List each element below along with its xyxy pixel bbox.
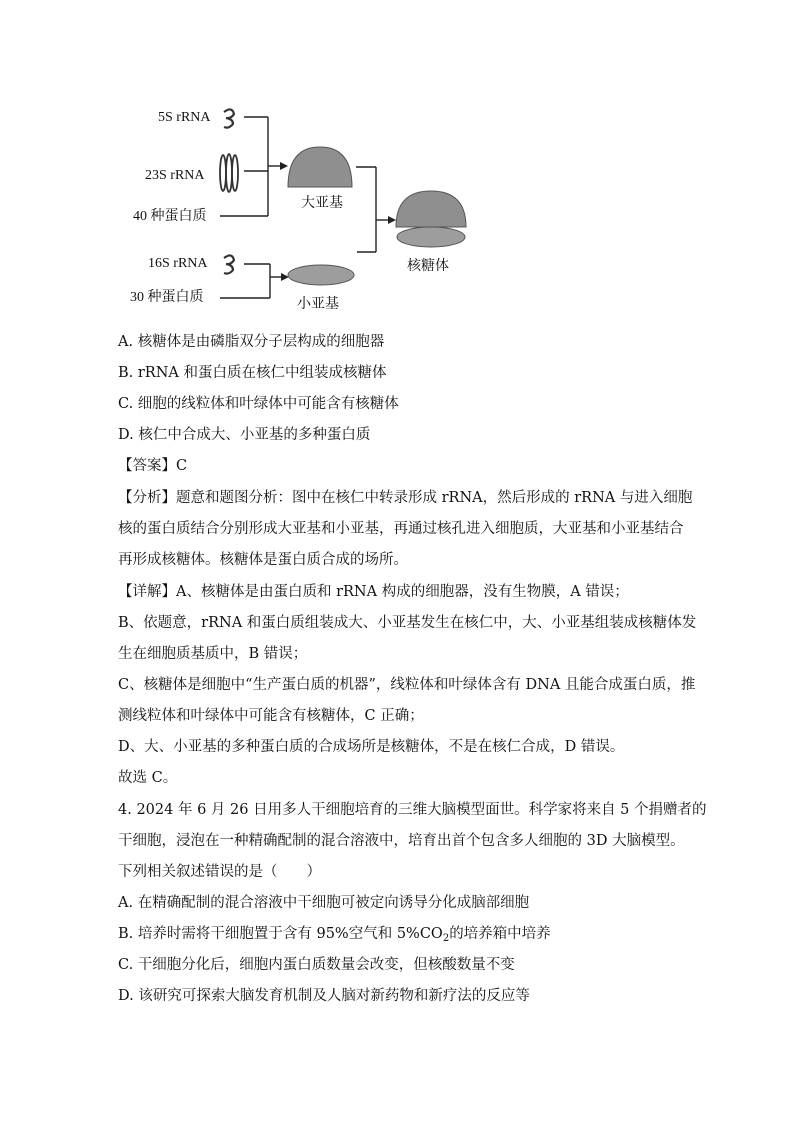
q4-option-c: C. 干细胞分化后，细胞内蛋白质数量会改变，但核酸数量不变 [118,957,515,973]
label-40-proteins: 40 种蛋白质 [133,209,207,224]
large-subunit-shape [288,147,352,187]
label-23s-rrna: 23S rRNA [145,168,205,183]
conclusion: 故选 C。 [118,770,178,786]
analysis-line-2: 核的蛋白质结合分别形成大亚基和小亚基，再通过核孔进入细胞质，大亚基和小亚基结合 [118,521,684,537]
ribosome-label: 核糖体 [407,259,449,274]
q3-option-c: C. 细胞的线粒体和叶绿体中可能含有核糖体 [118,396,399,412]
ribosome-connectors [356,167,390,252]
arrow-head-large [280,162,288,170]
label-16s-rrna: 16S rRNA [148,256,208,271]
small-subunit-label: 小亚基 [297,297,339,312]
rrna-23s-coil-icon [220,154,238,192]
ribosome-large-part [396,191,466,227]
q3-option-d: D. 核仁中合成大、小亚基的多种蛋白质 [118,427,371,443]
q4-stem-line-2: 干细胞，浸泡在一种精确配制的混合溶液中，培育出首个包含多人细胞的 3D 大脑模型。 [118,833,685,849]
analysis-line-3: 再形成核糖体。核糖体是蛋白质合成的场所。 [118,552,408,568]
q4-option-b [118,924,551,949]
detail-line-6: D、大、小亚基的多种蛋白质的合成场所是核糖体，不是在核仁合成，D 错误。 [118,739,625,755]
q4-option-d: D. 该研究可探索大脑发育机制及人脑对新药物和新疗法的反应等 [118,988,530,1004]
q4-stem-line-3: 下列相关叙述错误的是（ ） [118,864,321,880]
q3-option-a: A. 核糖体是由磷脂双分子层构成的细胞器 [118,334,385,350]
detail-line-5: 测线粒体和叶绿体中可能含有核糖体，C 正确； [118,708,424,724]
co2-subscript: 2 [442,933,450,944]
rrna-5s-squiggle-icon [224,109,234,127]
q4-stem-line-1: 4. 2024 年 6 月 26 日用多人干细胞培育的三维大脑模型面世。科学家将来自 5 个捐赠者的 [118,802,707,818]
analysis-line-1: 【分析】题意和题图分析：图中在核仁中转录形成 rRNA，然后形成的 rRNA 与进入细胞 [118,490,693,506]
detail-line-4: C、核糖体是细胞中“生产蛋白质的机器”，线粒体和叶绿体含有 DNA 且能合成蛋白质，推 [118,677,696,693]
q4-option-b-text: B. 培养时需将干细胞置于含有 95%空气和 5%CO [118,926,443,942]
detail-line-2: B、依题意，rRNA 和蛋白质组装成大、小亚基发生在核仁中，大、小亚基组装成核糖体发 [118,615,697,631]
large-subunit-label: 大亚基 [301,196,343,211]
label-5s-rrna: 5S rRNA [158,110,211,125]
detail-line-1: 【详解】A、核糖体是由蛋白质和 rRNA 构成的细胞器，没有生物膜，A 错误； [118,584,629,600]
q4-option-b-tail: 的培养箱中培养 [449,926,551,942]
ribosome-small-part [397,227,465,247]
label-30-proteins: 30 种蛋白质 [130,290,204,305]
q3-option-b: B. rRNA 和蛋白质在核仁中组装成核糖体 [118,365,387,381]
q4-option-a: A. 在精确配制的混合溶液中干细胞可被定向诱导分化成脑部细胞 [118,895,530,911]
ribosome-assembly-diagram [120,95,520,320]
answer: 【答案】C [118,458,188,474]
large-subunit-connectors [220,117,282,216]
arrow-head-ribosome [388,216,396,224]
detail-line-3: 生在细胞质基质中，B 错误； [118,646,308,662]
small-subunit-connectors [220,264,283,298]
rrna-16s-squiggle-icon [224,255,234,273]
small-subunit-shape [288,265,354,285]
